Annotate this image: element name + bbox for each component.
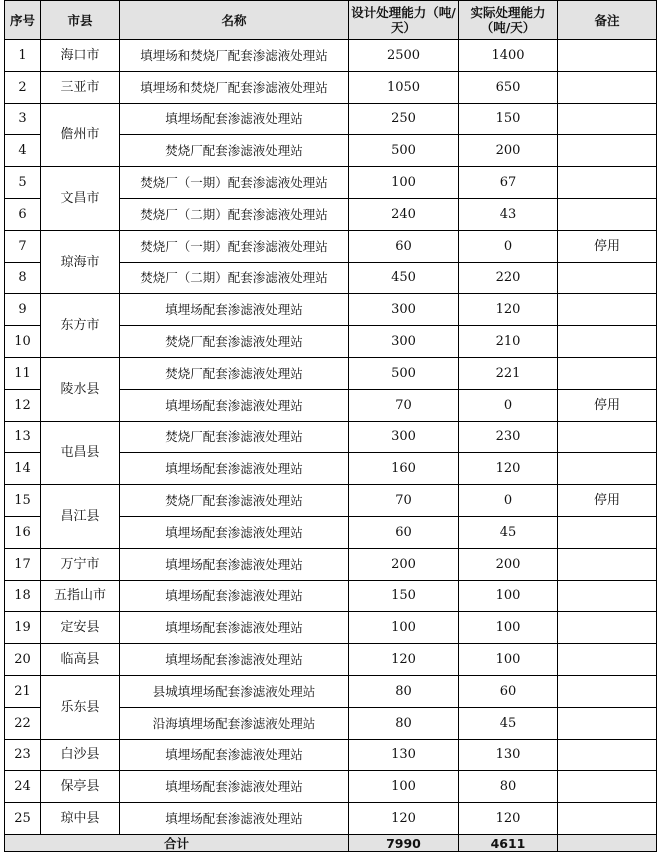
row-note (558, 294, 657, 326)
header-city: 市县 (41, 1, 120, 40)
row-name: 填埋场和焚烧厂配套渗滤液处理站 (120, 40, 349, 72)
row-name: 填埋场配套渗滤液处理站 (120, 580, 349, 612)
row-note (558, 612, 657, 644)
header-note: 备注 (558, 1, 657, 40)
row-actual-capacity: 1400 (459, 40, 558, 72)
row-note (558, 771, 657, 803)
row-actual-capacity: 210 (459, 326, 558, 358)
row-index: 20 (5, 644, 41, 676)
row-actual-capacity: 60 (459, 675, 558, 707)
row-name: 焚烧厂（二期）配套渗滤液处理站 (120, 198, 349, 230)
row-city: 屯昌县 (41, 421, 120, 485)
row-name: 填埋场和焚烧厂配套渗滤液处理站 (120, 71, 349, 103)
row-note (558, 326, 657, 358)
table-row (5, 580, 657, 612)
row-city: 临高县 (41, 644, 120, 676)
row-actual-capacity: 120 (459, 453, 558, 485)
table-row (5, 71, 657, 103)
row-name: 焚烧厂（二期）配套渗滤液处理站 (120, 262, 349, 294)
row-city: 万宁市 (41, 548, 120, 580)
row-design-capacity: 450 (349, 262, 459, 294)
row-city: 定安县 (41, 612, 120, 644)
row-design-capacity: 120 (349, 803, 459, 835)
row-note (558, 644, 657, 676)
row-design-capacity: 60 (349, 516, 459, 548)
row-design-capacity: 130 (349, 739, 459, 771)
row-index: 19 (5, 612, 41, 644)
total-label: 合计 (5, 834, 349, 851)
row-note (558, 135, 657, 167)
row-design-capacity: 60 (349, 230, 459, 262)
row-actual-capacity: 100 (459, 580, 558, 612)
row-name: 县城填埋场配套渗滤液处理站 (120, 675, 349, 707)
row-note (558, 357, 657, 389)
row-name: 焚烧厂配套渗滤液处理站 (120, 326, 349, 358)
row-name: 焚烧厂配套渗滤液处理站 (120, 357, 349, 389)
header-name: 名称 (120, 1, 349, 40)
table-row (5, 294, 657, 326)
row-design-capacity: 300 (349, 421, 459, 453)
row-note (558, 580, 657, 612)
table-row (5, 548, 657, 580)
row-city: 乐东县 (41, 675, 120, 739)
row-city: 文昌市 (41, 167, 120, 231)
row-index: 22 (5, 707, 41, 739)
total-row (5, 834, 657, 851)
table-row (5, 40, 657, 72)
row-index: 10 (5, 326, 41, 358)
row-actual-capacity: 120 (459, 803, 558, 835)
row-note: 停用 (558, 389, 657, 421)
row-index: 2 (5, 71, 41, 103)
row-name: 填埋场配套渗滤液处理站 (120, 644, 349, 676)
table-row (5, 421, 657, 453)
row-note (558, 675, 657, 707)
row-index: 13 (5, 421, 41, 453)
row-actual-capacity: 43 (459, 198, 558, 230)
row-city: 儋州市 (41, 103, 120, 167)
row-actual-capacity: 200 (459, 548, 558, 580)
row-index: 15 (5, 485, 41, 517)
row-design-capacity: 100 (349, 612, 459, 644)
row-city: 琼中县 (41, 803, 120, 835)
row-name: 焚烧厂（一期）配套渗滤液处理站 (120, 230, 349, 262)
row-actual-capacity: 220 (459, 262, 558, 294)
row-name: 填埋场配套渗滤液处理站 (120, 771, 349, 803)
row-actual-capacity: 221 (459, 357, 558, 389)
row-index: 5 (5, 167, 41, 199)
row-name: 焚烧厂配套渗滤液处理站 (120, 485, 349, 517)
row-design-capacity: 120 (349, 644, 459, 676)
row-name: 填埋场配套渗滤液处理站 (120, 453, 349, 485)
row-design-capacity: 1050 (349, 71, 459, 103)
row-name: 焚烧厂配套渗滤液处理站 (120, 421, 349, 453)
row-design-capacity: 70 (349, 485, 459, 517)
row-index: 4 (5, 135, 41, 167)
row-actual-capacity: 80 (459, 771, 558, 803)
table-row (5, 803, 657, 835)
row-design-capacity: 80 (349, 675, 459, 707)
row-note (558, 103, 657, 135)
header-row (5, 1, 657, 40)
header-design-capacity: 设计处理能力（吨/天） (349, 1, 459, 40)
row-actual-capacity: 0 (459, 485, 558, 517)
row-design-capacity: 240 (349, 198, 459, 230)
table-body (5, 40, 657, 835)
row-index: 25 (5, 803, 41, 835)
row-actual-capacity: 130 (459, 739, 558, 771)
row-actual-capacity: 100 (459, 612, 558, 644)
row-design-capacity: 300 (349, 326, 459, 358)
row-note (558, 198, 657, 230)
row-city: 琼海市 (41, 230, 120, 294)
row-design-capacity: 500 (349, 357, 459, 389)
table-row (5, 612, 657, 644)
row-name: 沿海填埋场配套渗滤液处理站 (120, 707, 349, 739)
row-note (558, 167, 657, 199)
table-row (5, 485, 657, 517)
row-design-capacity: 80 (349, 707, 459, 739)
row-note (558, 453, 657, 485)
leachate-station-table (4, 0, 657, 852)
row-index: 24 (5, 771, 41, 803)
row-actual-capacity: 150 (459, 103, 558, 135)
row-index: 9 (5, 294, 41, 326)
row-index: 7 (5, 230, 41, 262)
row-design-capacity: 200 (349, 548, 459, 580)
row-design-capacity: 300 (349, 294, 459, 326)
row-name: 填埋场配套渗滤液处理站 (120, 516, 349, 548)
row-note (558, 803, 657, 835)
row-note (558, 548, 657, 580)
table-row (5, 675, 657, 707)
row-actual-capacity: 650 (459, 71, 558, 103)
row-actual-capacity: 230 (459, 421, 558, 453)
table-row (5, 644, 657, 676)
row-index: 1 (5, 40, 41, 72)
table-row (5, 357, 657, 389)
row-index: 14 (5, 453, 41, 485)
row-note: 停用 (558, 485, 657, 517)
row-name: 填埋场配套渗滤液处理站 (120, 103, 349, 135)
row-note (558, 739, 657, 771)
row-actual-capacity: 0 (459, 230, 558, 262)
row-city: 白沙县 (41, 739, 120, 771)
row-design-capacity: 2500 (349, 40, 459, 72)
row-index: 17 (5, 548, 41, 580)
row-city: 陵水县 (41, 357, 120, 421)
row-design-capacity: 150 (349, 580, 459, 612)
row-actual-capacity: 67 (459, 167, 558, 199)
row-city: 五指山市 (41, 580, 120, 612)
row-name: 填埋场配套渗滤液处理站 (120, 294, 349, 326)
row-index: 18 (5, 580, 41, 612)
row-index: 21 (5, 675, 41, 707)
table-row (5, 739, 657, 771)
row-name: 填埋场配套渗滤液处理站 (120, 548, 349, 580)
row-index: 3 (5, 103, 41, 135)
row-index: 16 (5, 516, 41, 548)
row-design-capacity: 500 (349, 135, 459, 167)
row-name: 填埋场配套渗滤液处理站 (120, 803, 349, 835)
row-name: 焚烧厂（一期）配套渗滤液处理站 (120, 167, 349, 199)
row-note (558, 262, 657, 294)
row-actual-capacity: 200 (459, 135, 558, 167)
row-actual-capacity: 45 (459, 516, 558, 548)
row-note (558, 40, 657, 72)
row-note (558, 516, 657, 548)
row-actual-capacity: 0 (459, 389, 558, 421)
row-index: 12 (5, 389, 41, 421)
row-name: 填埋场配套渗滤液处理站 (120, 739, 349, 771)
row-actual-capacity: 120 (459, 294, 558, 326)
table-row (5, 230, 657, 262)
row-index: 6 (5, 198, 41, 230)
table-row (5, 167, 657, 199)
total-actual: 4611 (459, 834, 558, 851)
row-name: 填埋场配套渗滤液处理站 (120, 389, 349, 421)
row-city: 昌江县 (41, 485, 120, 549)
row-index: 23 (5, 739, 41, 771)
row-actual-capacity: 45 (459, 707, 558, 739)
row-city: 三亚市 (41, 71, 120, 103)
total-design: 7990 (349, 834, 459, 851)
row-city: 东方市 (41, 294, 120, 358)
row-note (558, 71, 657, 103)
row-note (558, 707, 657, 739)
row-design-capacity: 70 (349, 389, 459, 421)
row-note: 停用 (558, 230, 657, 262)
header-actual-capacity: 实际处理能力（吨/天） (459, 1, 558, 40)
table-row (5, 103, 657, 135)
row-design-capacity: 160 (349, 453, 459, 485)
row-index: 8 (5, 262, 41, 294)
row-design-capacity: 100 (349, 167, 459, 199)
row-name: 焚烧厂配套渗滤液处理站 (120, 135, 349, 167)
row-design-capacity: 100 (349, 771, 459, 803)
row-city: 保亭县 (41, 771, 120, 803)
table-row (5, 771, 657, 803)
row-actual-capacity: 100 (459, 644, 558, 676)
header-index: 序号 (5, 1, 41, 40)
row-note (558, 421, 657, 453)
row-city: 海口市 (41, 40, 120, 72)
row-design-capacity: 250 (349, 103, 459, 135)
total-note (558, 834, 657, 851)
row-name: 填埋场配套渗滤液处理站 (120, 612, 349, 644)
row-index: 11 (5, 357, 41, 389)
